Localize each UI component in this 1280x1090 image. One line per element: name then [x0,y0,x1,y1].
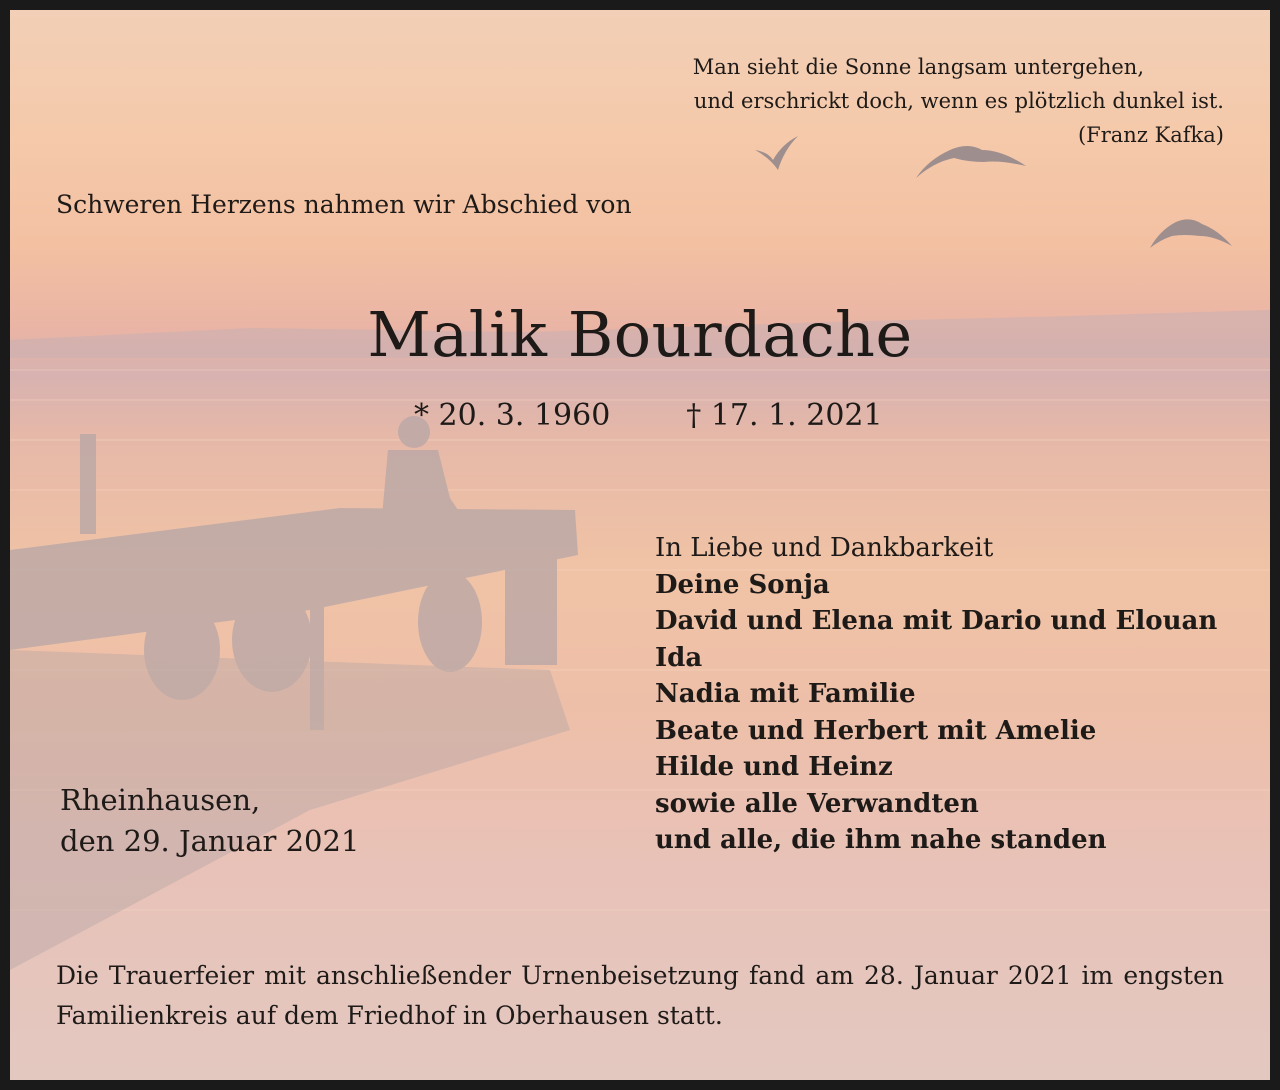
place-line: Rheinhausen, [60,783,261,817]
mourners-list [655,530,1217,859]
death-date: † 17. 1. 2021 [686,398,883,433]
place-and-date [60,780,359,862]
kafka-quote [10,50,1224,152]
mourner-name: und alle, die ihm nahe standen [655,825,1107,855]
obituary-card [10,10,1270,1080]
birth-date: * 20. 3. 1960 [414,398,611,433]
seagull-right [1150,219,1232,248]
mourner-name: David und Elena mit Dario und Elouan [655,606,1218,636]
intro-line: Schweren Herzens nahmen wir Abschied von [56,190,632,219]
deceased-name: Malik Bourdache [367,298,913,371]
funeral-note: Die Trauerfeier mit anschließender Urnenbeisetzung fand am 28. Januar 2021 im engsten Familienkreis auf dem Friedhof in Oberhausen statt. [56,961,1224,1030]
life-dates [414,398,883,433]
jetty [10,416,578,970]
quote-line-1: Man sieht die Sonne langsam untergehen, [692,55,1144,79]
mourner-name: sowie alle Verwandten [655,788,979,819]
mourners-lead: In Liebe und Dankbarkeit [655,533,994,563]
seagulls [755,136,1232,248]
mourner-name: Nadia mit Familie [655,679,916,709]
mourner-name: Hilde und Heinz [655,752,893,782]
mourner-name: Deine Sonja [655,569,830,600]
mourner-name: Beate und Herbert mit Amelie [655,715,1097,746]
date-line: den 29. Januar 2021 [60,824,360,858]
quote-line-2: und erschrickt doch, wenn es plötzlich dunkel ist. [693,89,1224,113]
quote-author: (Franz Kafka) [1077,123,1224,147]
mourner-name: Ida [655,642,703,673]
